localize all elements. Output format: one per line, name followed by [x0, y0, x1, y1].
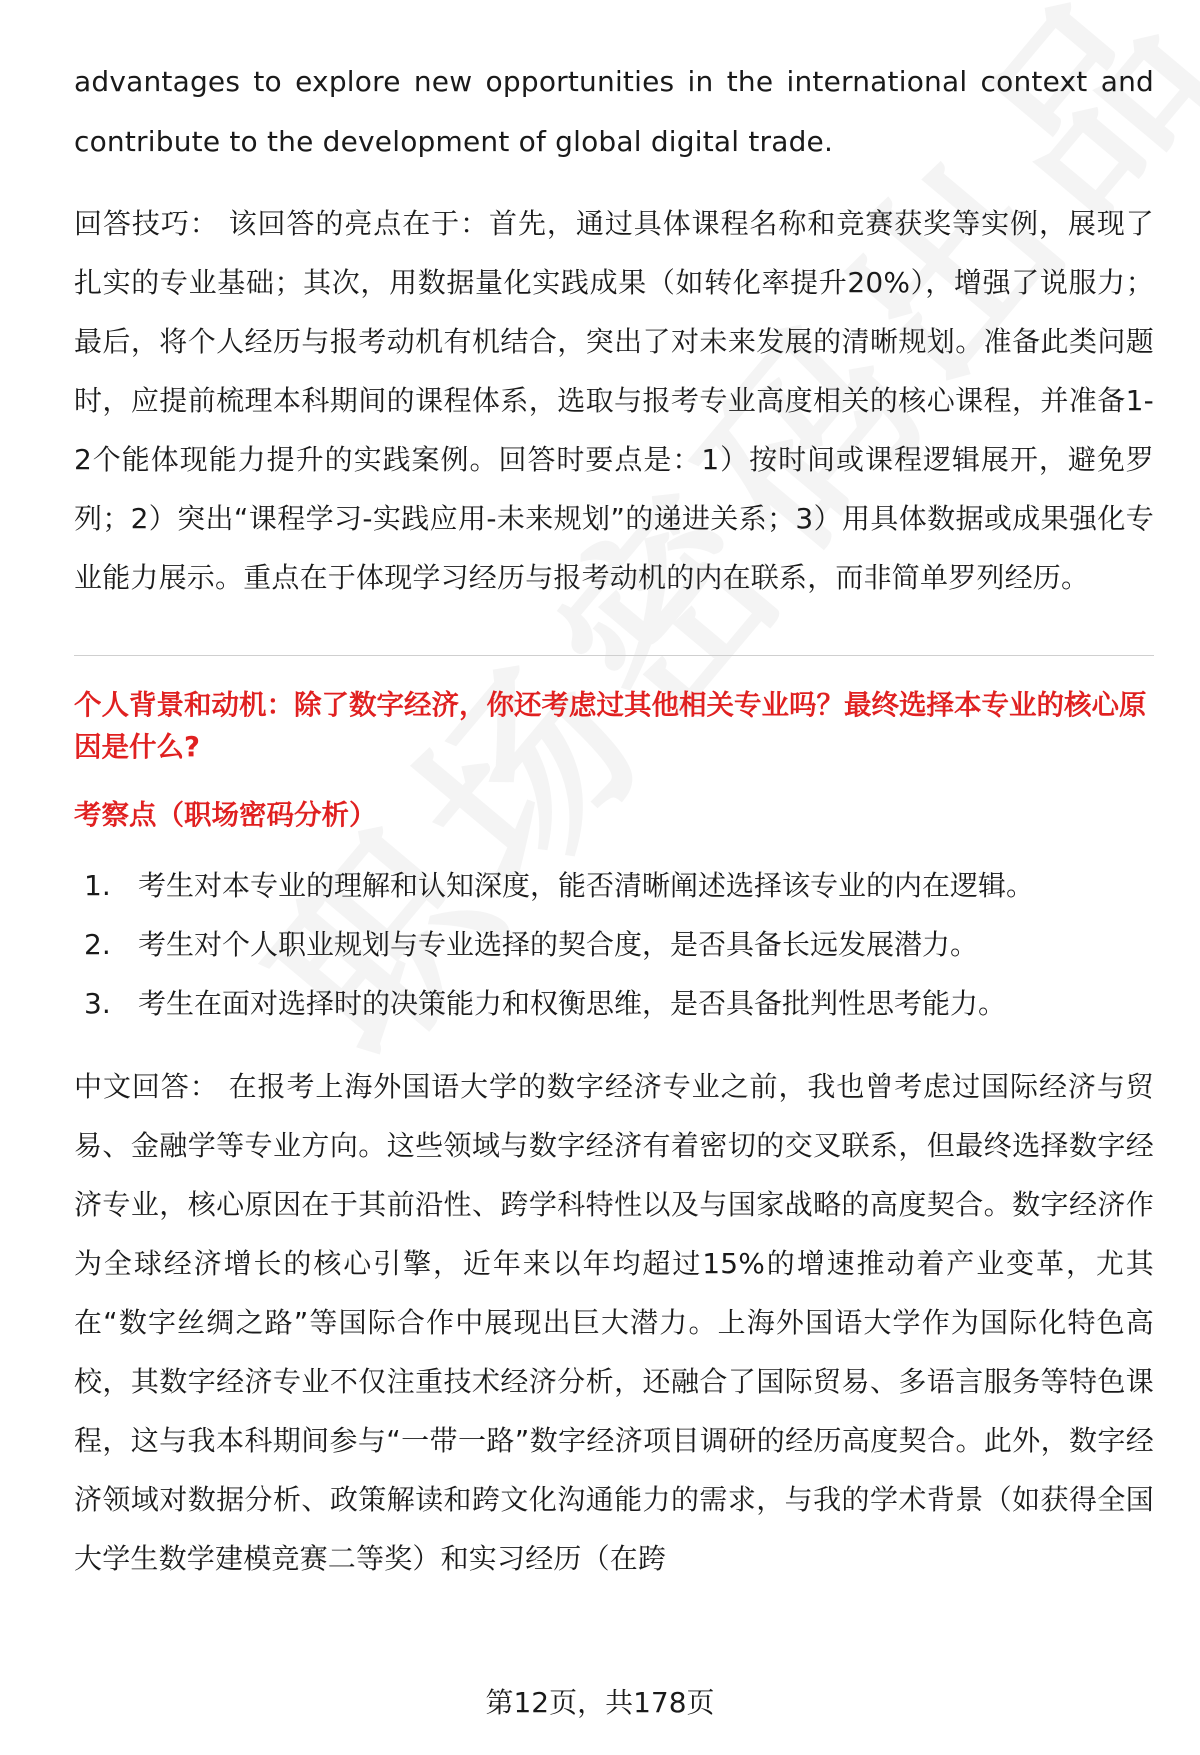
exam-point-number: 1.: [84, 869, 111, 902]
exam-point-text: 考生对本专业的理解和认知深度，能否清晰阐述选择该专业的内在逻辑。: [138, 869, 1035, 902]
exam-points-list: [74, 856, 1154, 1033]
chinese-answer-label: 中文回答：: [74, 1070, 219, 1103]
chinese-answer-paragraph: [74, 1057, 1154, 1588]
question-heading: 个人背景和动机：除了数字经济，你还考虑过其他相关专业吗？最终选择本专业的核心原因是什么?: [74, 689, 1147, 763]
chinese-answer-text: 在报考上海外国语大学的数字经济专业之前，我也曾考虑过国际经济与贸易、金融学等专业方向。这些领域与数字经济有着密切的交叉联系，但最终选择数字经济专业，核心原因在于其前沿性、跨学科特性以及与国家战略的高度契合。数字经济作为全球经济增长的核心引擎，近年来以年均超过15%的增速推动着产业变革，尤其在“数字丝绸之路”等国际合作中展现出巨大潜力。上海外国语大学作为国际化特色高校，其数字经济专业不仅注重技术经济分析，还融合了国际贸易、多语言服务等特色课程，这与我本科期间参与“一带一路”数字经济项目调研的经历高度契合。此外，数字经济领域对数据分析、政策解读和跨文化沟通能力的需求，与我的学术背景（如获得全国大学生数学建模竞赛二等奖）和实习经历（在跨: [74, 1070, 1154, 1575]
answer-tip-text: 该回答的亮点在于：首先，通过具体课程名称和竞赛获奖等实例，展现了扎实的专业基础；其次，用数据量化实践成果（如转化率提升20%），增强了说服力；最后，将个人经历与报考动机有机结合，突出了对未来发展的清晰规划。准备此类问题时，应提前梳理本科期间的课程体系，选取与报考专业高度相关的核心课程，并准备1-2个能体现能力提升的实践案例。回答时要点是：1）按时间或课程逻辑展开，避免罗列；2）突出“课程学习-实践应用-未来规划”的递进关系；3）用具体数据或成果强化专业能力展示。重点在于体现学习经历与报考动机的内在联系，而非简单罗列经历。: [74, 207, 1154, 594]
exam-point-text: 考生对个人职业规划与专业选择的契合度，是否具备长远发展潜力。: [138, 928, 979, 961]
intro-english-paragraph: advantages to explore new opportunities in the international context and contribute to the development of global digital trade.: [74, 65, 1154, 158]
answer-tip-label: 回答技巧：: [74, 207, 219, 240]
exam-point-item: [84, 856, 1154, 915]
exam-point-number: 2.: [84, 928, 111, 961]
exam-point-text: 考生在面对选择时的决策能力和权衡思维，是否具备批判性思考能力。: [138, 987, 1007, 1020]
exam-point-item: [84, 974, 1154, 1033]
exam-points-heading: 考察点（职场密码分析）: [74, 799, 377, 831]
exam-point-number: 3.: [84, 987, 111, 1020]
section-divider: [74, 655, 1154, 656]
exam-point-item: [84, 915, 1154, 974]
document-page: [74, 52, 1154, 1588]
answer-tip-paragraph: [74, 194, 1154, 607]
page-number-footer: 第12页，共178页: [485, 1686, 715, 1719]
